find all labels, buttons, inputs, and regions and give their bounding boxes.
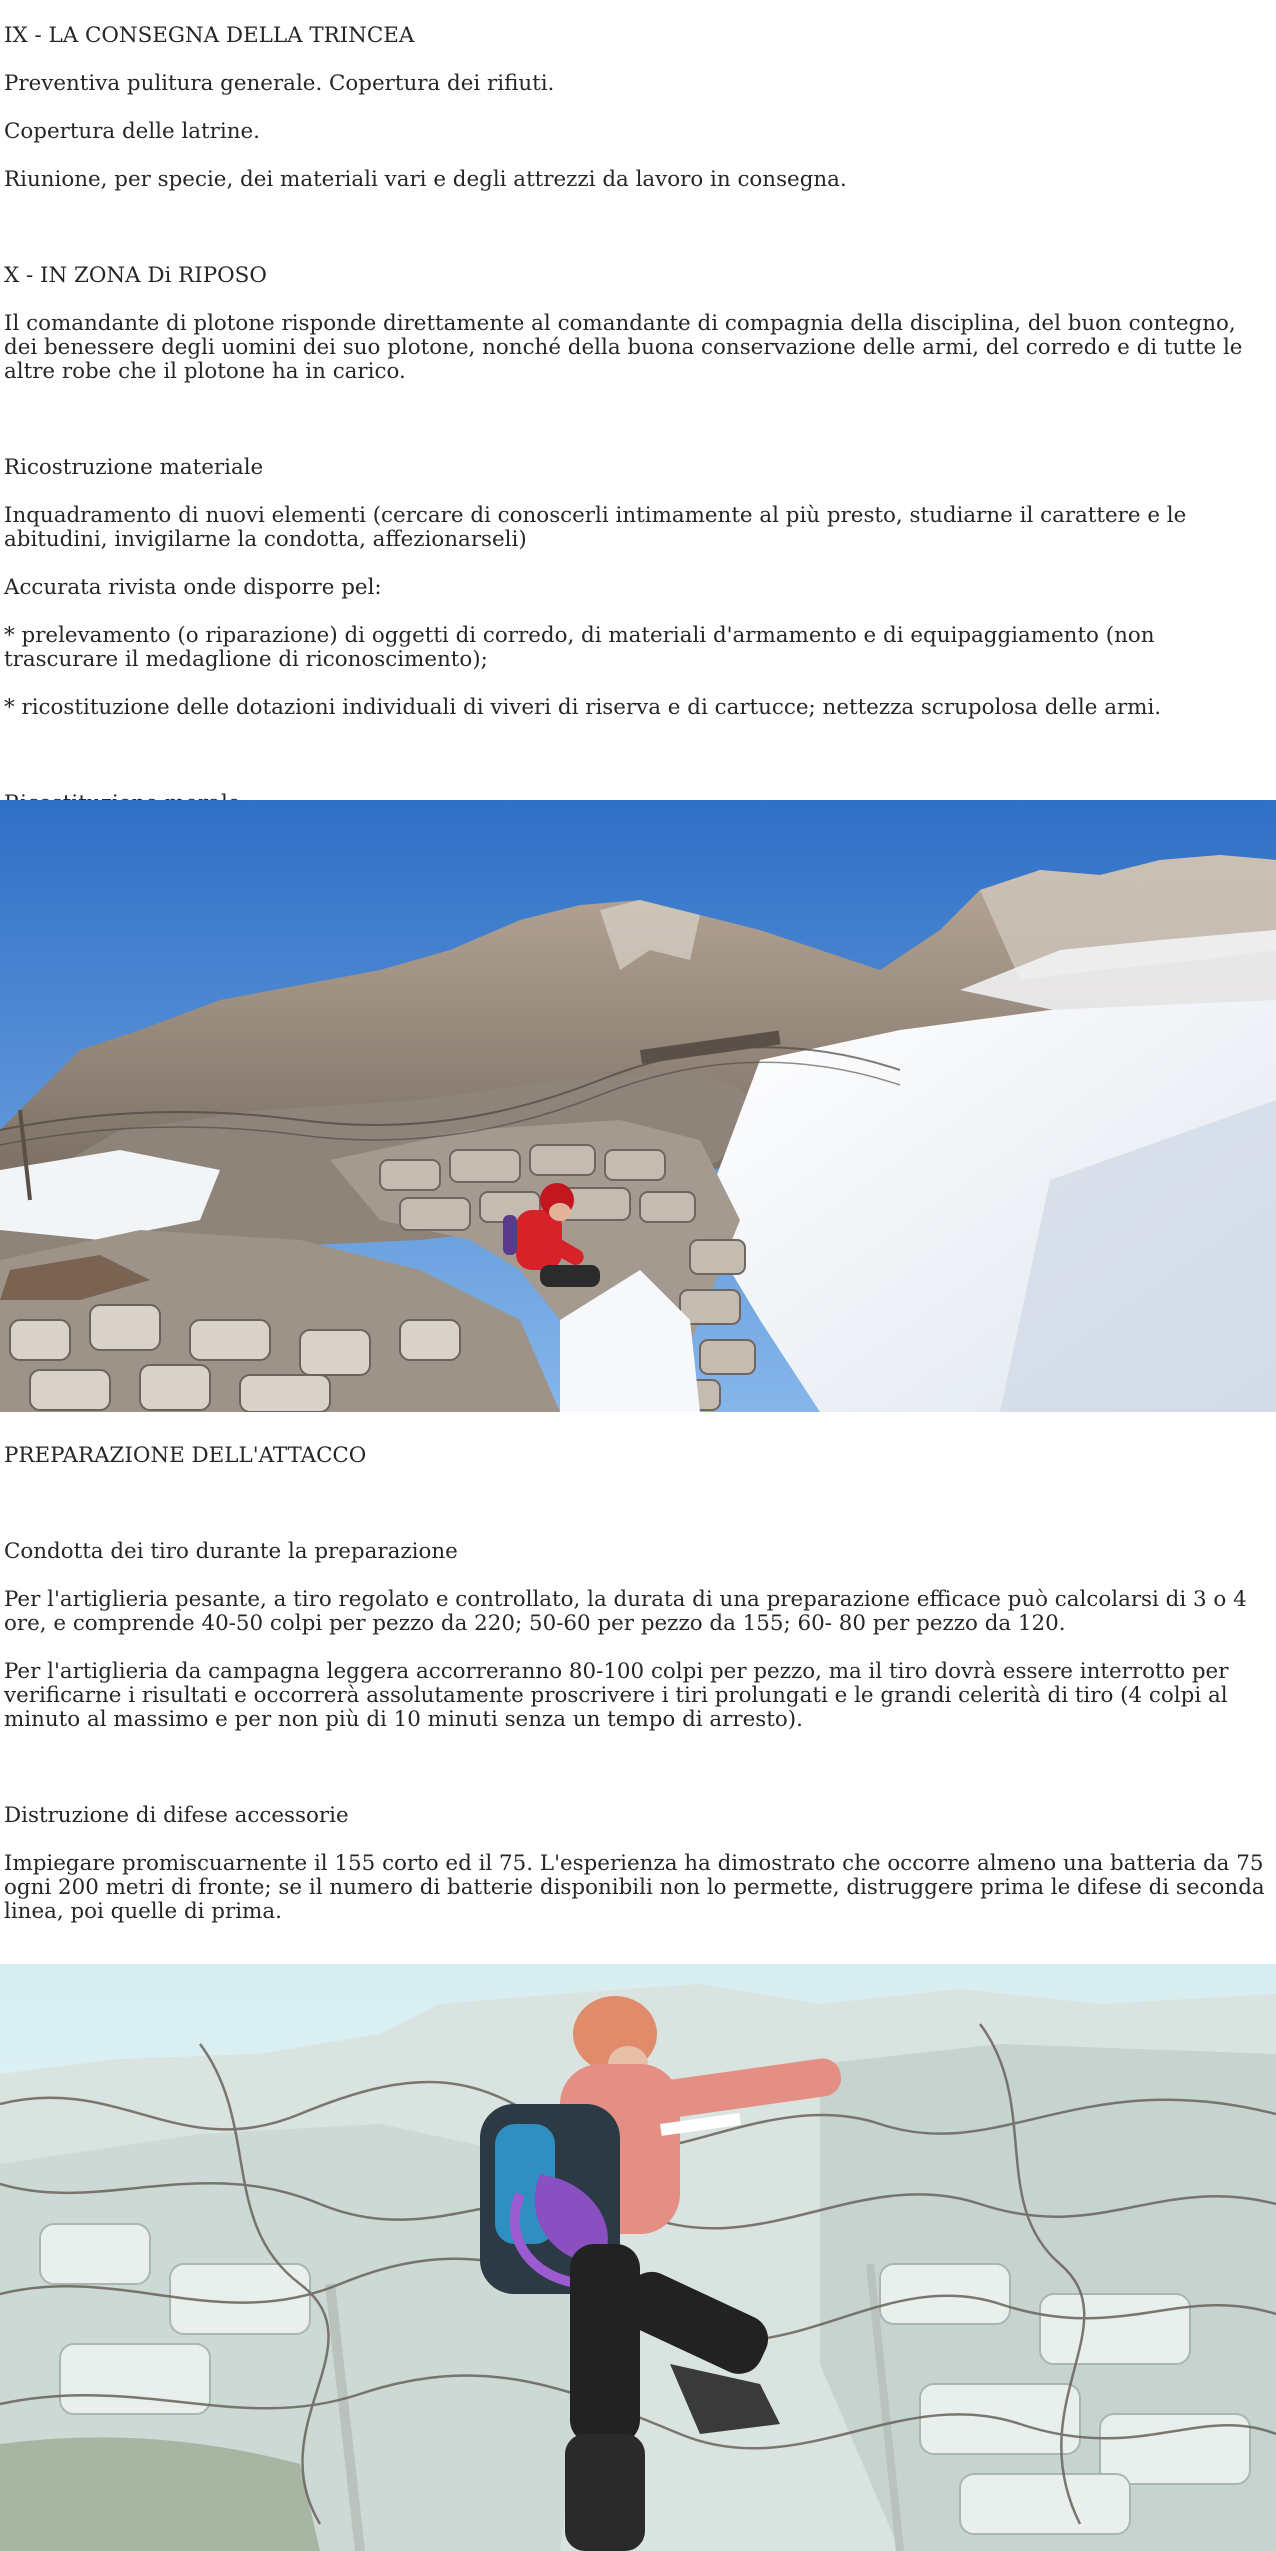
distruzione-difese-heading: Distruzione di difese accessorie <box>4 1803 349 1828</box>
distruzione-difese-paragraph: Impiegare promiscuarnente il 155 corto ed il 75. L'esperienza ha dimostrato che occorre almeno una batteria da 75 ogni 200 metri di fronte; se il numero di batterie disponibili non lo permette, distruggere prima le difese di seconda linea, poi quelle di prima. <box>4 1851 1272 1924</box>
section-x-paragraph: Il comandante di plotone risponde direttamente al comandante di compagnia della disciplina, del buon contegno, dei benessere degli uomini dei suo plotone, nonché della buona conservazione delle armi, del corredo e di tutte le altre robe che il plotone ha in carico. <box>4 311 1250 384</box>
ricostruzione-materiale-line: Accurata rivista onde disporre pel: <box>4 575 382 600</box>
trench-photo <box>0 800 1276 1412</box>
section-ix-heading: IX - LA CONSEGNA DELLA TRINCEA <box>4 23 415 48</box>
section-ix-line: Preventiva pulitura generale. Copertura dei rifiuti. <box>4 71 555 96</box>
ricostruzione-materiale-heading: Ricostruzione materiale <box>4 455 264 480</box>
ricostruzione-materiale-line: * prelevamento (o riparazione) di oggetti di corredo, di materiali d'armamento e di equipaggiamento (non trascurare il medaglione di riconoscimento); <box>4 623 1162 672</box>
section-ix-line: Riunione, per specie, dei materiali vari e degli attrezzi da lavoro in consegna. <box>4 167 847 192</box>
barbed-wire-photo <box>0 1964 1276 2551</box>
condotta-tiro-heading: Condotta dei tiro durante la preparazione <box>4 1539 458 1564</box>
condotta-tiro-line: Per l'artiglieria pesante, a tiro regolato e controllato, la durata di una preparazione efficace può calcolarsi di 3 o 4 ore, e comprende 40-50 colpi per pezzo da 220; 50-60 per pezzo da 155; 60- 80 per pezzo da 120. <box>4 1587 1254 1636</box>
condotta-tiro-line: Per l'artiglieria da campagna leggera accorreranno 80-100 colpi per pezzo, ma il tiro dovrà essere interrotto per verificarne i risultati e occorrerà assolutamente proscrivere i tiri prolungati e le grandi celerità di tiro (4 colpi al minuto al massimo e per non più di 10 minuti senza un tempo di arresto). <box>4 1659 1236 1732</box>
section-x-heading: X - IN ZONA Di RIPOSO <box>4 263 267 288</box>
preparazione-heading: PREPARAZIONE DELL'ATTACCO <box>4 1443 367 1468</box>
ricostruzione-materiale-line: Inquadramento di nuovi elementi (cercare di conoscerli intimamente al più presto, studiarne il carattere e le abitudini, invigilarne la condotta, affezionarseli) <box>4 503 1194 552</box>
ricostruzione-materiale-line: * ricostituzione delle dotazioni individuali di viveri di riserva e di cartucce; nettezza scrupolosa delle armi. <box>4 695 1162 720</box>
section-ix-line: Copertura delle latrine. <box>4 119 260 144</box>
